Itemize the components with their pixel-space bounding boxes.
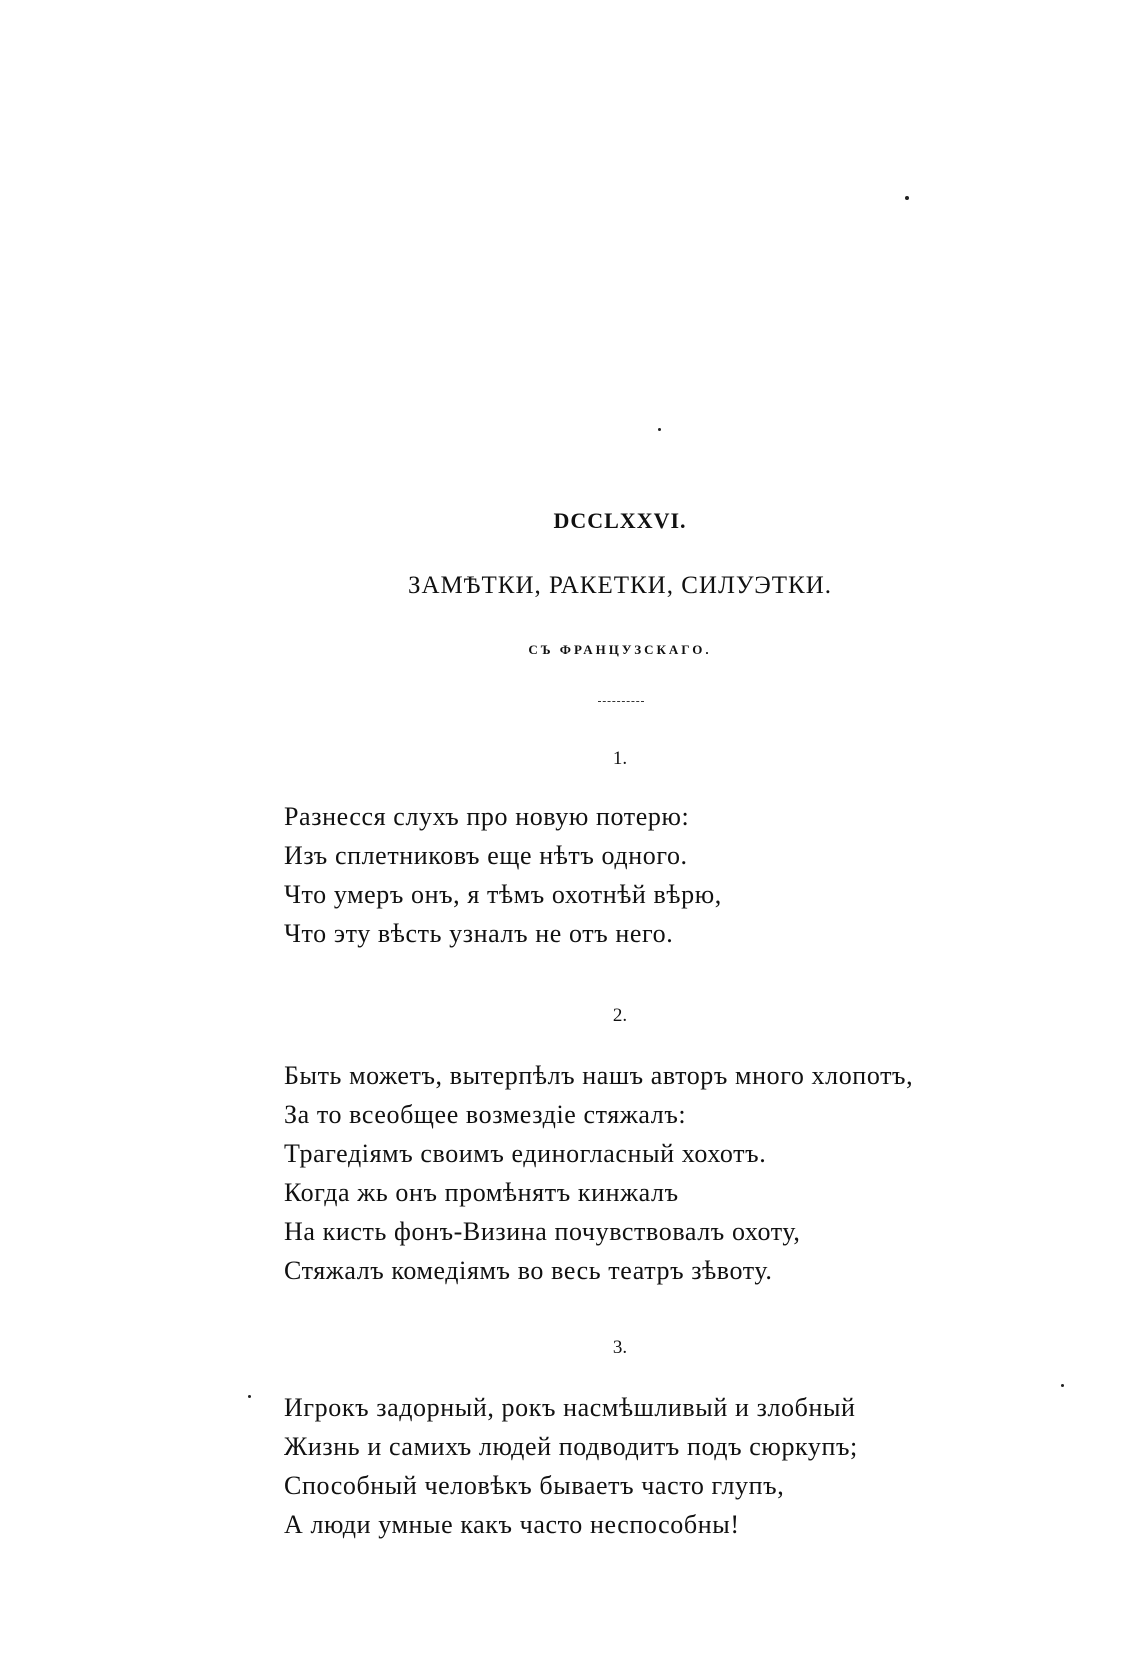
verse-line: Что эту вѣсть узналъ не отъ него.	[284, 919, 674, 948]
page-speck	[658, 428, 661, 431]
poem-title: ЗАМѢТКИ, РАКЕТКИ, СИЛУЭТКИ.	[407, 572, 833, 599]
page-speck	[1061, 1384, 1064, 1387]
stanza-number: 2.	[612, 1005, 628, 1026]
page-speck	[905, 196, 909, 200]
verse-line: Трагедіямъ своимъ единогласный хохотъ.	[284, 1139, 767, 1168]
verse-line: А люди умные какъ часто неспособны!	[284, 1510, 740, 1539]
verse-line: Способный человѣкъ бываетъ часто глупъ,	[284, 1471, 785, 1500]
verse-line: За то всеобщее возмездіе стяжалъ:	[284, 1100, 687, 1129]
section-divider	[598, 701, 644, 702]
verse-line: Что умеръ онъ, я тѣмъ охотнѣй вѣрю,	[284, 880, 722, 909]
poem-subtitle: СЪ ФРАНЦУЗСКАГО.	[528, 642, 712, 657]
page-speck	[248, 1395, 251, 1398]
stanza	[284, 1388, 984, 1544]
verse-line: Быть можетъ, вытерпѣлъ нашъ авторъ много хлопотъ,	[284, 1061, 914, 1090]
verse-line: На кисть фонъ-Визина почувствовалъ охоту,	[284, 1217, 801, 1246]
stanza	[284, 1056, 984, 1290]
verse-line: Изъ сплетниковъ еще нѣтъ одного.	[284, 841, 688, 870]
stanza-number: 1.	[612, 748, 628, 769]
poem-number: DCCLXXVI.	[553, 508, 687, 533]
verse-line: Когда жь онъ промѣнятъ кинжалъ	[284, 1178, 679, 1207]
stanza	[284, 797, 984, 953]
stanza-number: 3.	[612, 1337, 628, 1358]
verse-line: Стяжалъ комедіямъ во весь театръ зѣвоту.	[284, 1256, 773, 1285]
verse-line: Жизнь и самихъ людей подводитъ подъ сюркупъ;	[284, 1432, 858, 1461]
verse-line: Игрокъ задорный, рокъ насмѣшливый и злобный	[284, 1393, 856, 1422]
verse-line: Разнесся слухъ про новую потерю:	[284, 802, 690, 831]
